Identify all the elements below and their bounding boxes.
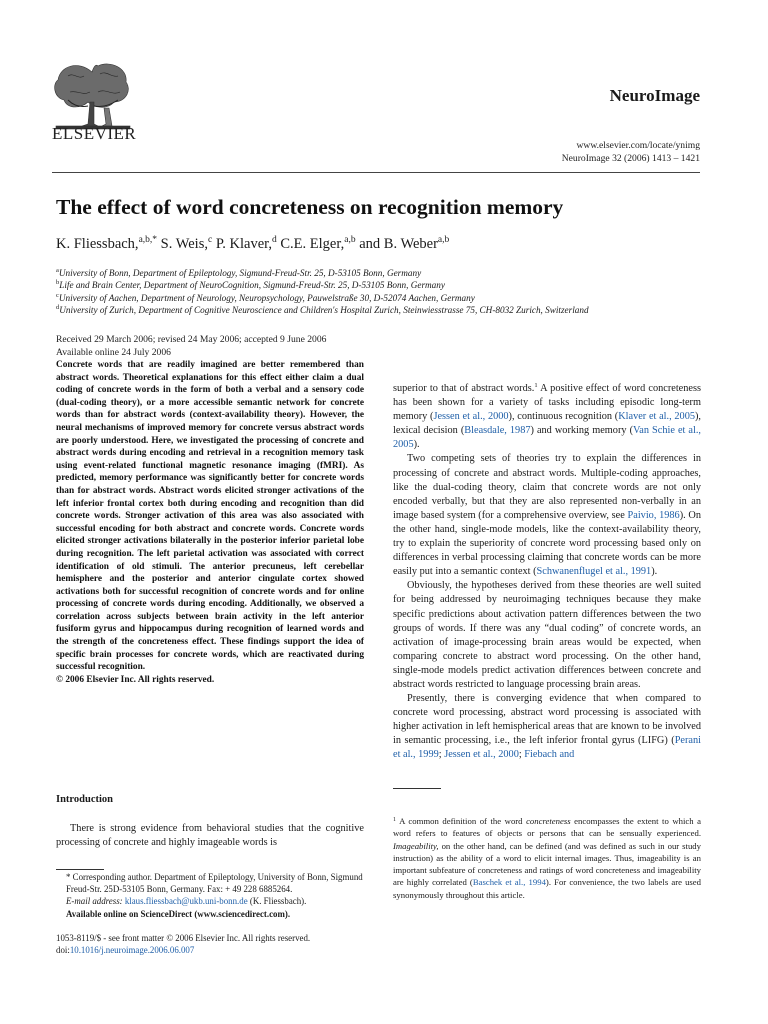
citation-link[interactable]: Jessen et al., 2000	[444, 749, 519, 761]
doi-label: doi:	[56, 945, 70, 956]
footnote-rule-left	[56, 869, 104, 870]
citation-link[interactable]: Baschek et al., 1994	[472, 877, 546, 888]
author-affiliation-mark: c	[207, 235, 213, 245]
footnote-mark[interactable]: 1	[534, 382, 538, 389]
abstract	[56, 359, 364, 686]
corresponding-email-line	[56, 895, 368, 907]
body-text: encompasses the extent to which a word refers to features of objects or persons that can be sensually experienced.	[393, 816, 701, 839]
citation-link[interactable]: Fiebach and	[524, 749, 575, 761]
citation-link[interactable]: Klaver et al., 2005	[618, 411, 695, 423]
affiliation-text: University of Zurich, Department of Cognitive Neuroscience and Children's Hospital Zurich, Steinwiesstrasse 75, CH-8032 Zurich, Switzerland	[59, 305, 589, 316]
emphasis-text: Imageability,	[393, 840, 439, 851]
footnote-rule-right	[393, 788, 441, 789]
body-text: Two competing sets of theories try to explain the differences in processing of concrete and abstract words. Multiple-coding approaches, like the dual-coding theory, claim that concrete words are not only encoded verbally, but that they are also represented non-verbally in an image based system (for a comprehensive overview, see	[393, 453, 701, 521]
author-name: and B. Weber	[359, 236, 438, 252]
author-name: S. Weis,	[160, 236, 208, 252]
right-paragraph-3	[393, 579, 701, 692]
corresponding-address: * Corresponding author. Department of Epileptology, University of Bonn, Sigmund Freud-Str. 25D-53105 Bonn, Germany. Fax: + 49 228 6885264.	[66, 872, 363, 895]
doi-link[interactable]: 10.1016/j.neuroimage.2006.06.007	[69, 945, 195, 956]
intro-heading: Introduction	[56, 794, 113, 805]
right-paragraph-2	[393, 452, 701, 579]
available-date: Available online 24 July 2006	[56, 347, 171, 358]
author-name: P. Klaver,	[215, 236, 273, 252]
body-text: ) and working memory (	[530, 425, 633, 437]
email-link[interactable]: klaus.fliessbach@ukb.uni-bonn.de	[124, 896, 248, 907]
affiliation-text: University of Aachen, Department of Neurology, Neuropsychology, Pauwelstraße 30, D-52074 Aachen, Germany	[58, 292, 475, 303]
body-text: Presently, there is converging evidence that when compared to concrete word processing, abstract word processing is associated with higher activation in left hemispherical areas that are known to be involved in semantic processing, i.e., the left inferior frontal gyrus (LIFG) (	[393, 693, 701, 747]
affiliation-text: University of Bonn, Department of Epileptology, Sigmund-Freud-Str. 25, D-53105 Bonn, Germany	[58, 268, 422, 278]
email-label: E-mail address:	[66, 896, 123, 907]
journal-meta	[562, 139, 700, 165]
footnote-mark[interactable]: 1	[393, 817, 396, 823]
journal-title: NeuroImage	[609, 86, 700, 105]
issn-line: 1053-8119/$ - see front matter © 2006 Elsevier Inc. All rights reserved.	[56, 933, 311, 943]
citation-link[interactable]: Schwanenflugel et al., 1991	[536, 566, 652, 578]
affiliation-line	[56, 292, 716, 304]
author-affiliation-mark: a,b	[344, 235, 356, 245]
article-title: The effect of word concreteness on recognition memory	[56, 195, 564, 219]
affiliations	[56, 267, 716, 317]
affiliation-line	[56, 279, 716, 291]
right-paragraph-4	[393, 692, 701, 762]
body-text: ), continuous recognition (	[508, 411, 619, 423]
issn-block	[56, 932, 310, 957]
citation-link[interactable]: Jessen et al., 2000	[433, 411, 509, 423]
publisher-name: ELSEVIER	[52, 124, 137, 143]
body-text: Obviously, the hypotheses derived from these theories are well suited for being addressed by neuroimaging techniques because they make specific predictions about activation pattern differences between the two groups of words. If there was any “dual coding” of concrete words, an activation of image-processing brain areas would be expected, when comparing concrete to abstract word processing. On the other hand, single-mode models predict activation differences between concrete and abstract words restricted to language processing brain areas.	[393, 580, 701, 690]
emphasis-text: concreteness	[526, 816, 571, 826]
citation-link[interactable]: Bleasdale, 1987	[464, 425, 531, 437]
body-text: on the other hand, can be defined (and was defined as such in our study instruction) as the ability of a word to elicit internal images. Thus, imageability is an important subfeature of concreteness and ratings of word concreteness and imageability are highly correlated (	[393, 840, 701, 888]
citation-link[interactable]: Perani et al., 1999	[393, 735, 701, 761]
body-text: A common definition of the word	[396, 816, 527, 826]
citation-link[interactable]: Paivio, 1986	[627, 509, 680, 521]
affiliation-line	[56, 304, 716, 316]
body-text: ;	[438, 749, 445, 761]
corresponding-author	[56, 871, 368, 920]
journal-url[interactable]: www.elsevier.com/locate/ynimg	[576, 140, 700, 151]
author-affiliation-mark: a,b	[437, 235, 450, 245]
body-text: ). For convenience, the two labels are used synonymously throughout this article.	[393, 877, 701, 900]
author-affiliation-mark: d	[272, 235, 277, 245]
body-text: ).	[651, 566, 658, 578]
body-text: A positive effect of word concreteness has been shown for a variety of tasks including episodic long-term memory (	[393, 383, 701, 423]
body-text: ;	[518, 749, 525, 761]
author-name: C.E. Elger,	[280, 236, 345, 252]
body-text: ). On the other hand, single-mode models, like the context-availability theory, try to explain the superiority of concrete word processing based only on differences in verbal processing claiming that concrete words can be more easily put into a semantic context (	[393, 509, 701, 578]
affiliation-key: d	[56, 304, 60, 312]
citation-link[interactable]: Van Schie et al., 2005	[393, 425, 702, 451]
received-date: Received 29 March 2006; revised 24 May 2006; accepted 9 June 2006	[56, 334, 327, 345]
author-name: K. Fliessbach,	[56, 236, 139, 252]
article-dates	[56, 333, 326, 359]
affiliation-key: a	[56, 267, 59, 274]
body-text: ).	[413, 439, 420, 451]
sciencedirect-note: Available online on ScienceDirect (www.sciencedirect.com).	[66, 908, 291, 919]
abstract-copyright: © 2006 Elsevier Inc. All rights reserved.	[56, 674, 215, 685]
right-paragraph-1	[393, 382, 701, 452]
body-text: ), lexical decision (	[393, 411, 702, 437]
abstract-text: Concrete words that are readily imagined are better remembered than abstract words. Theoretical explanations for this effect either claim a dual coding of concrete words in the form of both a verbal and a sensory code (dual-coding theory), or a more accessible semantic network for concrete words than for abstract words (context-availability theory). However, the neural mechanisms of improved memory for concrete versus abstract words are poorly understood. Here, we investigated the processing of concrete and abstract words during encoding and retrieval in a recognition memory task using event-related functional magnetic resonance imaging (fMRI). As predicted, memory performance was significantly better for concrete words than for abstract words. Abstract words elicited stronger activations of the left inferior frontal cortex both during encoding and recognition than did concrete words. Stronger activation of this area was also associated with successful encoding for both abstract and concrete words. Concrete words elicited stronger activations bilaterally in the posterior inferior parietal lobe during recognition. The left parietal activation was associated with correct identification of old stimuli. The anterior precuneus, left cerebellar hemisphere and the posterior and anterior cingulate cortex showed activations both for successful recognition of concrete words and for online processing of concrete words during encoding. Additionally, we observed a correlation across subjects between brain activity in the left anterior fusiform gyrus and hippocampus during recognition of learned words and the strength of the concreteness effect. These findings support the idea of specific brain processes for concrete words, which are reactivated during successful recognition.	[56, 360, 364, 673]
body-right-column	[393, 382, 701, 763]
intro-paragraph: There is strong evidence from behavioral studies that the cognitive processing of concrete and highly imageable words is	[56, 823, 364, 848]
author-list	[56, 236, 449, 253]
header-rule	[52, 172, 700, 173]
journal-citation: NeuroImage 32 (2006) 1413 – 1421	[561, 153, 700, 164]
doi-line	[56, 944, 310, 956]
affiliation-key: b	[56, 279, 60, 287]
author-affiliation-mark: a,b,*	[138, 235, 158, 245]
footnote-1	[393, 815, 701, 901]
affiliation-line	[56, 267, 716, 279]
affiliation-key: c	[56, 291, 59, 299]
affiliation-text: Life and Brain Center, Department of NeuroCognition, Sigmund-Freud-Str. 25, D-53105 Bonn, Germany	[59, 280, 445, 291]
body-text: superior to that of abstract words.	[393, 383, 535, 394]
email-suffix: (K. Fliessbach).	[247, 896, 307, 907]
